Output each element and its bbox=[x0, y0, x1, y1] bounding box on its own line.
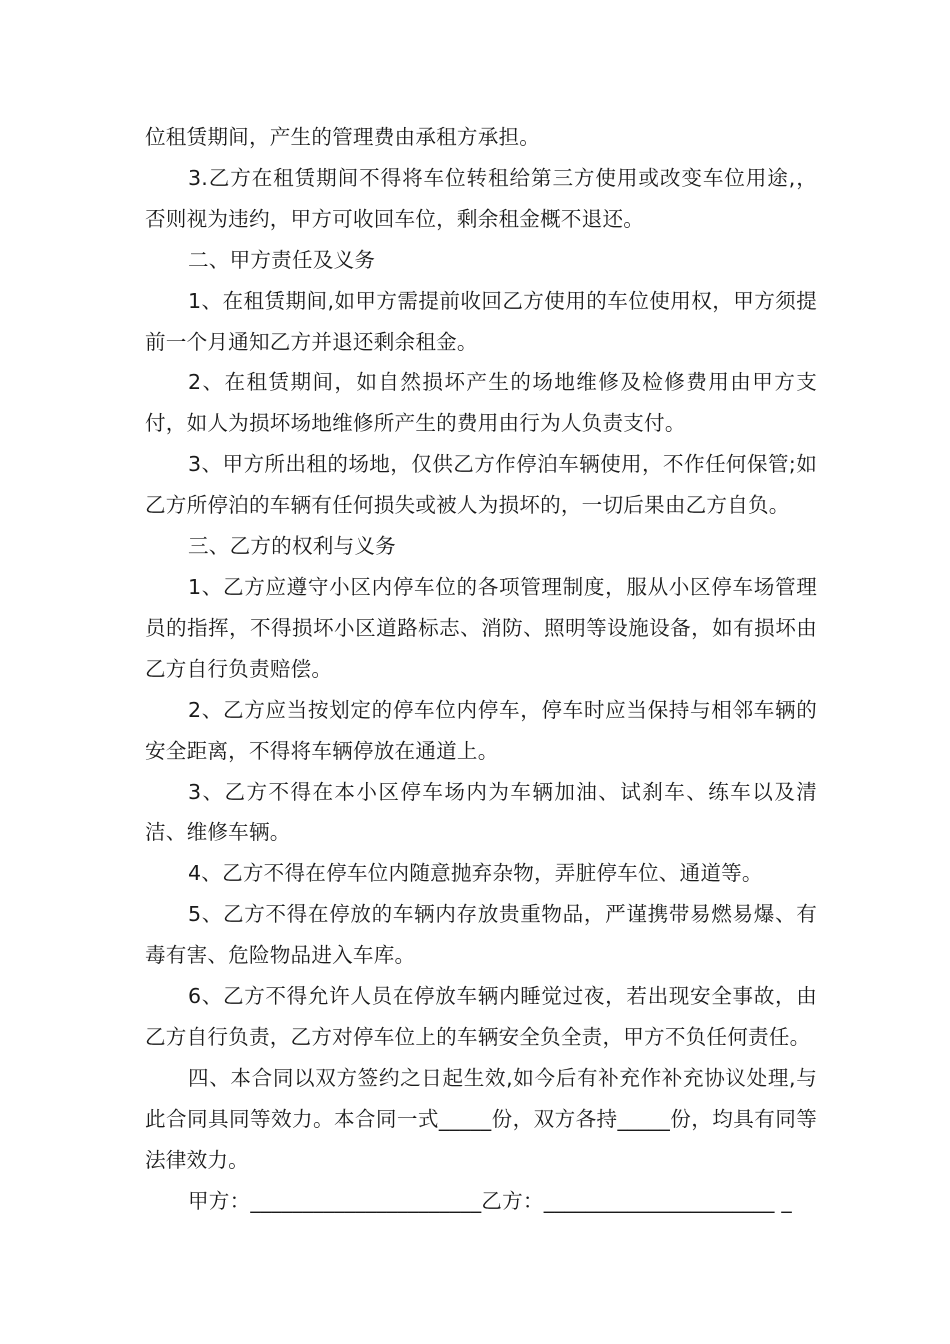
paragraph-effective-clause: 四、本合同以双方签约之日起生效,如今后有补充作补充协议处理,与此合同具同等效力。本合同一式_____份，双方各持_____份，均具有同等法律效力。 bbox=[145, 1065, 817, 1172]
paragraph-b-4: 4、乙方不得在停车位内随意抛弃杂物，弄脏停车位、通道等。 bbox=[188, 861, 763, 886]
paragraph-lease-fee: 位租赁期间，产生的管理费由承租方承担。 bbox=[145, 125, 541, 149]
paragraph-no-sublet: 3.乙方在租赁期间不得将车位转租给第三方使用或改变车位用途,，否则视为违约，甲方可收回车位，剩余租金概不退还。 bbox=[145, 165, 817, 231]
paragraph-b-3: 3、乙方不得在本小区停车场内为车辆加油、试刹车、练车以及清洁、维修车辆。 bbox=[145, 779, 817, 845]
signature-line: 甲方：______________________乙方：______________________ _ bbox=[188, 1188, 792, 1213]
contract-body bbox=[145, 117, 817, 1221]
heading-party-b-rights: 三、乙方的权利与义务 bbox=[188, 534, 396, 559]
paragraph-a-1: 1、在租赁期间,如甲方需提前收回乙方使用的车位使用权，甲方须提前一个月通知乙方并退还剩余租金。 bbox=[145, 288, 817, 354]
paragraph-a-2: 2、在租赁期间，如自然损坏产生的场地维修及检修费用由甲方支付，如人为损坏场地维修所产生的费用由行为人负责支付。 bbox=[145, 370, 817, 436]
heading-party-a-duties: 二、甲方责任及义务 bbox=[188, 247, 376, 272]
paragraph-b-2: 2、乙方应当按划定的停车位内停车，停车时应当保持与相邻车辆的安全距离，不得将车辆停放在通道上。 bbox=[145, 697, 817, 763]
paragraph-b-5: 5、乙方不得在停放的车辆内存放贵重物品，严谨携带易燃易爆、有毒有害、危险物品进入车库。 bbox=[145, 902, 817, 968]
paragraph-b-1: 1、乙方应遵守小区内停车位的各项管理制度，服从小区停车场管理员的指挥，不得损坏小区道路标志、消防、照明等设施设备，如有损坏由乙方自行负责赔偿。 bbox=[145, 574, 817, 681]
paragraph-a-3: 3、甲方所出租的场地，仅供乙方作停泊车辆使用，不作任何保管;如乙方所停泊的车辆有任何损失或被人为损坏的，一切后果由乙方自负。 bbox=[145, 452, 817, 518]
paragraph-b-6: 6、乙方不得允许人员在停放车辆内睡觉过夜，若出现安全事故，由乙方自行负责，乙方对停车位上的车辆安全负全责，甲方不负任何责任。 bbox=[145, 984, 817, 1049]
